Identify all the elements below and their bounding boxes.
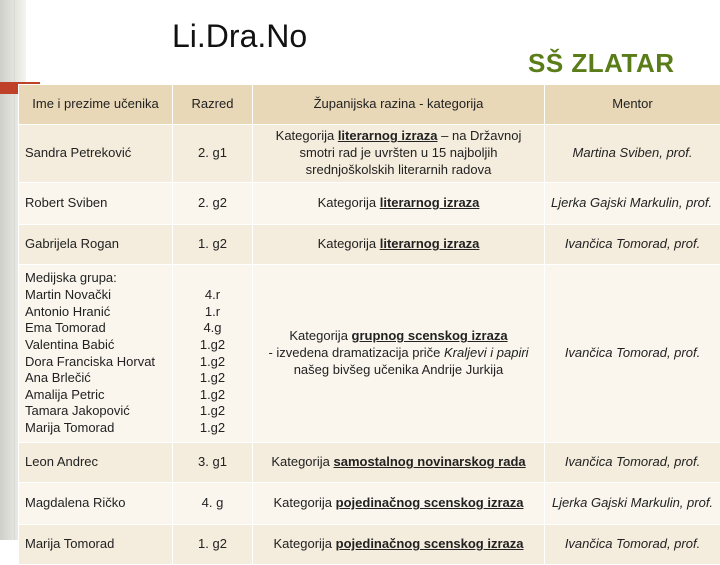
group-member: Martin Novački: [25, 287, 166, 304]
student-name: Marija Tomorad: [19, 525, 173, 565]
student-grade: 2. g2: [173, 183, 253, 225]
category-name: samostalnog novinarskog rada: [333, 454, 525, 469]
member-grade: 4.r: [179, 287, 246, 304]
student-grade: 2. g1: [173, 125, 253, 183]
category-prefix: Kategorija: [318, 195, 380, 210]
category-prefix: Kategorija: [276, 128, 338, 143]
table-row: [19, 483, 720, 525]
student-grade: 3. g1: [173, 443, 253, 483]
category-cell: [253, 183, 545, 225]
story-title: Kraljevi i papiri: [444, 345, 529, 360]
category-cell: [253, 483, 545, 525]
header-name: Ime i prezime učenika: [19, 85, 173, 125]
mentor-name: Martina Sviben, prof.: [545, 125, 720, 183]
mentor-name: Ljerka Gajski Markulin, prof.: [545, 183, 720, 225]
table-row: [19, 525, 720, 565]
student-grade: 1. g2: [173, 525, 253, 565]
category-prefix: Kategorija: [289, 328, 351, 343]
student-name: Sandra Petreković: [19, 125, 173, 183]
header-category: Županijska razina - kategorija: [253, 85, 545, 125]
table-row-group: [19, 265, 720, 443]
category-name: literarnog izraza: [380, 195, 480, 210]
mentor-name: Ljerka Gajski Markulin, prof.: [545, 483, 720, 525]
group-label: Medijska grupa:: [25, 270, 166, 287]
student-grade: 1. g2: [173, 225, 253, 265]
mentor-name: Ivančica Tomorad, prof.: [545, 443, 720, 483]
group-member: Antonio Hranić: [25, 304, 166, 321]
category-note: – na Državnoj smotri rad je uvršten u 15 najboljih srednjoškolskih literarnih radova: [300, 128, 522, 177]
group-member: Marija Tomorad: [25, 420, 166, 437]
category-name: pojedinačnog scenskog izraza: [336, 536, 524, 551]
student-grade: 4. g: [173, 483, 253, 525]
group-member: Ema Tomorad: [25, 320, 166, 337]
student-name: Gabrijela Rogan: [19, 225, 173, 265]
group-member: Dora Franciska Horvat: [25, 354, 166, 371]
category-cell: [253, 443, 545, 483]
category-name: grupnog scenskog izraza: [352, 328, 508, 343]
member-grade: 1.g2: [179, 370, 246, 387]
results-table: [18, 84, 720, 565]
header-grade: Razred: [173, 85, 253, 125]
student-name: Leon Andrec: [19, 443, 173, 483]
category-cell: [253, 125, 545, 183]
table-row: [19, 183, 720, 225]
student-name: Robert Sviben: [19, 183, 173, 225]
group-member: Tamara Jakopović: [25, 403, 166, 420]
category-prefix: Kategorija: [274, 536, 336, 551]
table-header-row: [19, 85, 720, 125]
mentor-name: Ivančica Tomorad, prof.: [545, 265, 720, 443]
category-name: literarnog izraza: [338, 128, 438, 143]
category-cell: [253, 225, 545, 265]
member-grade: 1.g2: [179, 420, 246, 437]
table-row: [19, 125, 720, 183]
category-note: - izvedena dramatizacija priče: [268, 345, 444, 360]
category-cell: [253, 525, 545, 565]
student-name: Magdalena Ričko: [19, 483, 173, 525]
category-name: pojedinačnog scenskog izraza: [336, 495, 524, 510]
member-grade: 1.g2: [179, 387, 246, 404]
slide-title: Li.Dra.No: [172, 18, 307, 55]
header-mentor: Mentor: [545, 85, 720, 125]
mentor-name: Ivančica Tomorad, prof.: [545, 225, 720, 265]
group-grades: [173, 265, 253, 443]
category-name: literarnog izraza: [380, 236, 480, 251]
table-row: [19, 225, 720, 265]
member-grade: 4.g: [179, 320, 246, 337]
member-grade: 1.g2: [179, 354, 246, 371]
group-member: Ana Brlečić: [25, 370, 166, 387]
member-grade: 1.g2: [179, 403, 246, 420]
category-prefix: Kategorija: [271, 454, 333, 469]
member-grade: 1.g2: [179, 337, 246, 354]
category-prefix: Kategorija: [318, 236, 380, 251]
mentor-name: Ivančica Tomorad, prof.: [545, 525, 720, 565]
category-cell: [253, 265, 545, 443]
group-member: Amalija Petric: [25, 387, 166, 404]
table-row: [19, 443, 720, 483]
group-members: [19, 265, 173, 443]
category-note-end: našeg bivšeg učenika Andrije Jurkija: [294, 362, 504, 377]
school-name: SŠ ZLATAR: [528, 48, 675, 79]
category-prefix: Kategorija: [274, 495, 336, 510]
member-grade: 1.r: [179, 304, 246, 321]
group-member: Valentina Babić: [25, 337, 166, 354]
